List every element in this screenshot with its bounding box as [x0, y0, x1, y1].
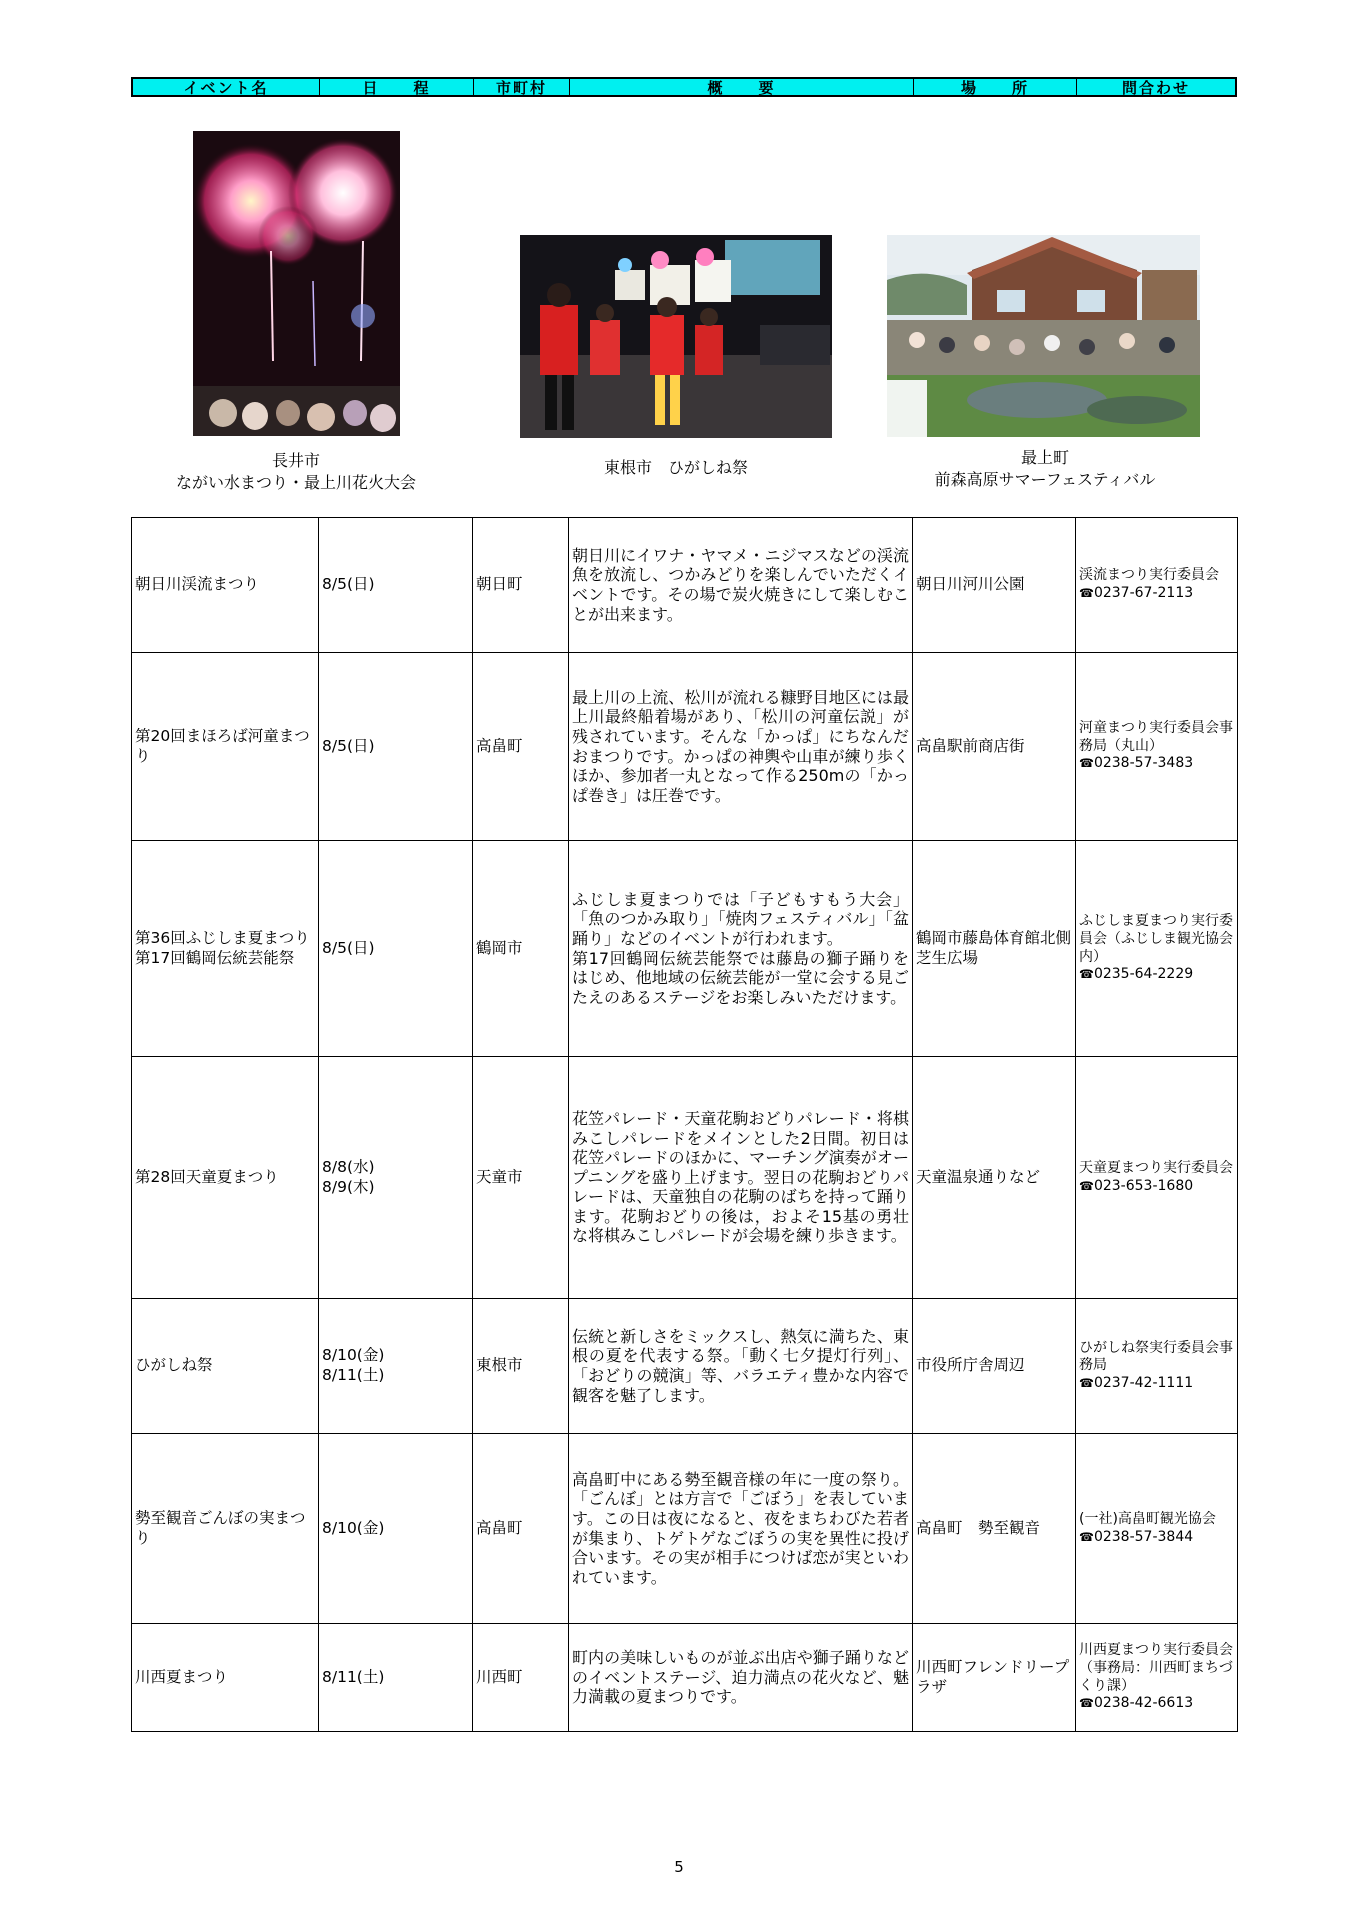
header-contact: 問合わせ [1121, 78, 1190, 97]
event-summary: 伝統と新しさをミックスし、熱気に満ちた、東根の夏を代表する祭。「動く七夕提灯行列」、「おどりの競演」等、バラエティ豊かな内容で観客を魅了します。 [569, 1299, 913, 1434]
event-name: 第20回まほろば河童まつり [132, 653, 319, 841]
event-contact [1076, 1624, 1238, 1732]
table-row [132, 518, 1238, 653]
event-place: 市役所庁舎周辺 [913, 1299, 1076, 1434]
event-city: 鶴岡市 [473, 841, 569, 1057]
event-name: 川西夏まつり [132, 1624, 319, 1732]
caption-city: 最上町 [1020, 448, 1069, 467]
photo-caption-higashine [560, 457, 792, 479]
event-city: 高畠町 [473, 653, 569, 841]
contact-organization: ひがしね祭実行委員会事務局 [1079, 1339, 1233, 1374]
event-city: 高畠町 [473, 1434, 569, 1624]
event-city: 朝日町 [473, 518, 569, 653]
event-city: 東根市 [473, 1299, 569, 1434]
event-name: 勢至観音ごんぼの実まつり [132, 1434, 319, 1624]
event-date: 8/8(水) 8/9(木) [319, 1057, 473, 1299]
event-summary: 花笠パレード・天童花駒おどりパレード・将棋みこしパレードをメインとした2日間。初日は花笠パレードのほかに、マーチング演奏がオープニングを盛り上げます。翌日の花駒おどりパレードは、天童独自の花駒のばちを持って踊ります。花駒おどりの後は，およそ15基の勇壮な将棋みこしパレードが会場を練り歩きます。 [569, 1057, 913, 1299]
table-row [132, 653, 1238, 841]
event-date: 8/5(日) [319, 518, 473, 653]
caption-event: 前森高原サマーフェスティバル [934, 470, 1156, 489]
event-date: 8/5(日) [319, 841, 473, 1057]
header-summary: 概 要 [570, 79, 914, 95]
contact-organization: 河童まつり実行委員会事務局（丸山） [1079, 720, 1233, 754]
event-place: 高畠町 勢至観音 [913, 1434, 1076, 1624]
contact-phone: ☎ 0237-67-2113 [1079, 585, 1234, 603]
contact-organization: 天童夏まつり実行委員会 [1079, 1159, 1233, 1176]
event-name: 朝日川渓流まつり [132, 518, 319, 653]
contact-organization: ふじしま夏まつり実行委員会（ふじしま観光協会内） [1079, 913, 1233, 965]
event-name: ひがしね祭 [132, 1299, 319, 1434]
header-place: 場 所 [914, 79, 1077, 95]
event-date: 8/11(土) [319, 1624, 473, 1732]
event-contact [1076, 1299, 1238, 1434]
table-row [132, 841, 1238, 1057]
event-city: 川西町 [473, 1624, 569, 1732]
fireworks-photo [193, 131, 400, 436]
event-city: 天童市 [473, 1057, 569, 1299]
event-place: 朝日川河川公園 [913, 518, 1076, 653]
event-contact [1076, 518, 1238, 653]
table-header [131, 77, 1237, 97]
event-date: 8/10(金) 8/11(土) [319, 1299, 473, 1434]
contact-phone: ☎ 0235-64-2229 [1079, 966, 1234, 984]
event-contact [1076, 653, 1238, 841]
table-row [132, 1624, 1238, 1732]
event-place: 鶴岡市藤島体育館北側芝生広場 [913, 841, 1076, 1057]
caption-city: 長井市 [271, 451, 320, 470]
event-date: 8/5(日) [319, 653, 473, 841]
event-name: 第28回天童夏まつり [132, 1057, 319, 1299]
contact-phone: ☎ 0238-57-3844 [1079, 1529, 1234, 1547]
event-contact [1076, 1057, 1238, 1299]
event-table [131, 517, 1238, 1732]
caption-city-event: 東根市 ひがしね祭 [603, 458, 748, 477]
photo-caption-nagai [166, 450, 426, 494]
contact-phone: ☎ 0237-42-1111 [1079, 1375, 1234, 1393]
highland-festival-photo [887, 235, 1200, 437]
event-summary: ふじしま夏まつりでは「子どもすもう大会」「魚のつかみ取り」「焼肉フェスティバル」「盆踊り」などのイベントが行われます。 第17回鶴岡伝統芸能祭では藤島の獅子踊りをはじめ、他地域の伝統芸能が一堂に会する見ごたえのあるステージをお楽しみいただけます。 [569, 841, 913, 1057]
event-summary: 高畠町中にある勢至観音様の年に一度の祭り。「ごんぼ」とは方言で「ごぼう」を表しています。この日は夜になると、夜をまちわびた若者が集まり、トゲトゲなごぼうの実を異性に投げ合います。その実が相手につけば恋が実といわれています。 [569, 1434, 913, 1624]
event-place: 高畠駅前商店街 [913, 653, 1076, 841]
table-row [132, 1434, 1238, 1624]
contact-organization: 川西夏まつり実行委員会（事務局：川西町まちづくり課） [1079, 1642, 1233, 1694]
header-municipality: 市町村 [474, 79, 570, 95]
photo-caption-mogami [900, 447, 1190, 491]
event-date: 8/10(金) [319, 1434, 473, 1624]
event-name: 第36回ふじしま夏まつり 第17回鶴岡伝統芸能祭 [132, 841, 319, 1057]
event-place: 川西町フレンドリープラザ [913, 1624, 1076, 1732]
event-place: 天童温泉通りなど [913, 1057, 1076, 1299]
page-number: 5 [674, 1858, 684, 1876]
contact-organization: 渓流まつり実行委員会 [1079, 567, 1219, 584]
header-event-name: イベント名 [133, 79, 320, 95]
event-summary: 最上川の上流、松川が流れる糠野目地区には最上川最終船着場があり、「松川の河童伝説」が残されています。そんな「かっぱ」にちなんだおまつりです。かっぱの神輿や山車が練り歩くほか、参加者一丸となって作る250mの「かっぱ巻き」は圧巻です。 [569, 653, 913, 841]
event-summary: 朝日川にイワナ・ヤマメ・ニジマスなどの渓流魚を放流し、つかみどりを楽しんでいただくイベントです。その場で炭火焼きにして楽しむことが出来ます。 [569, 518, 913, 653]
contact-phone: ☎ 0238-57-3483 [1079, 755, 1234, 773]
festival-parade-photo [520, 235, 832, 438]
header-schedule: 日 程 [320, 79, 474, 95]
table-row [132, 1057, 1238, 1299]
contact-phone: ☎ 023-653-1680 [1079, 1178, 1234, 1196]
table-row [132, 1299, 1238, 1434]
event-summary: 町内の美味しいものが並ぶ出店や獅子踊りなどのイベントステージ、迫力満点の花火など、魅力満載の夏まつりです。 [569, 1624, 913, 1732]
event-contact [1076, 1434, 1238, 1624]
contact-phone: ☎ 0238-42-6613 [1079, 1695, 1234, 1713]
contact-organization: (一社)高畠町観光協会 [1079, 1510, 1216, 1527]
event-contact [1076, 841, 1238, 1057]
caption-event: ながい水まつり・最上川花火大会 [175, 473, 416, 492]
